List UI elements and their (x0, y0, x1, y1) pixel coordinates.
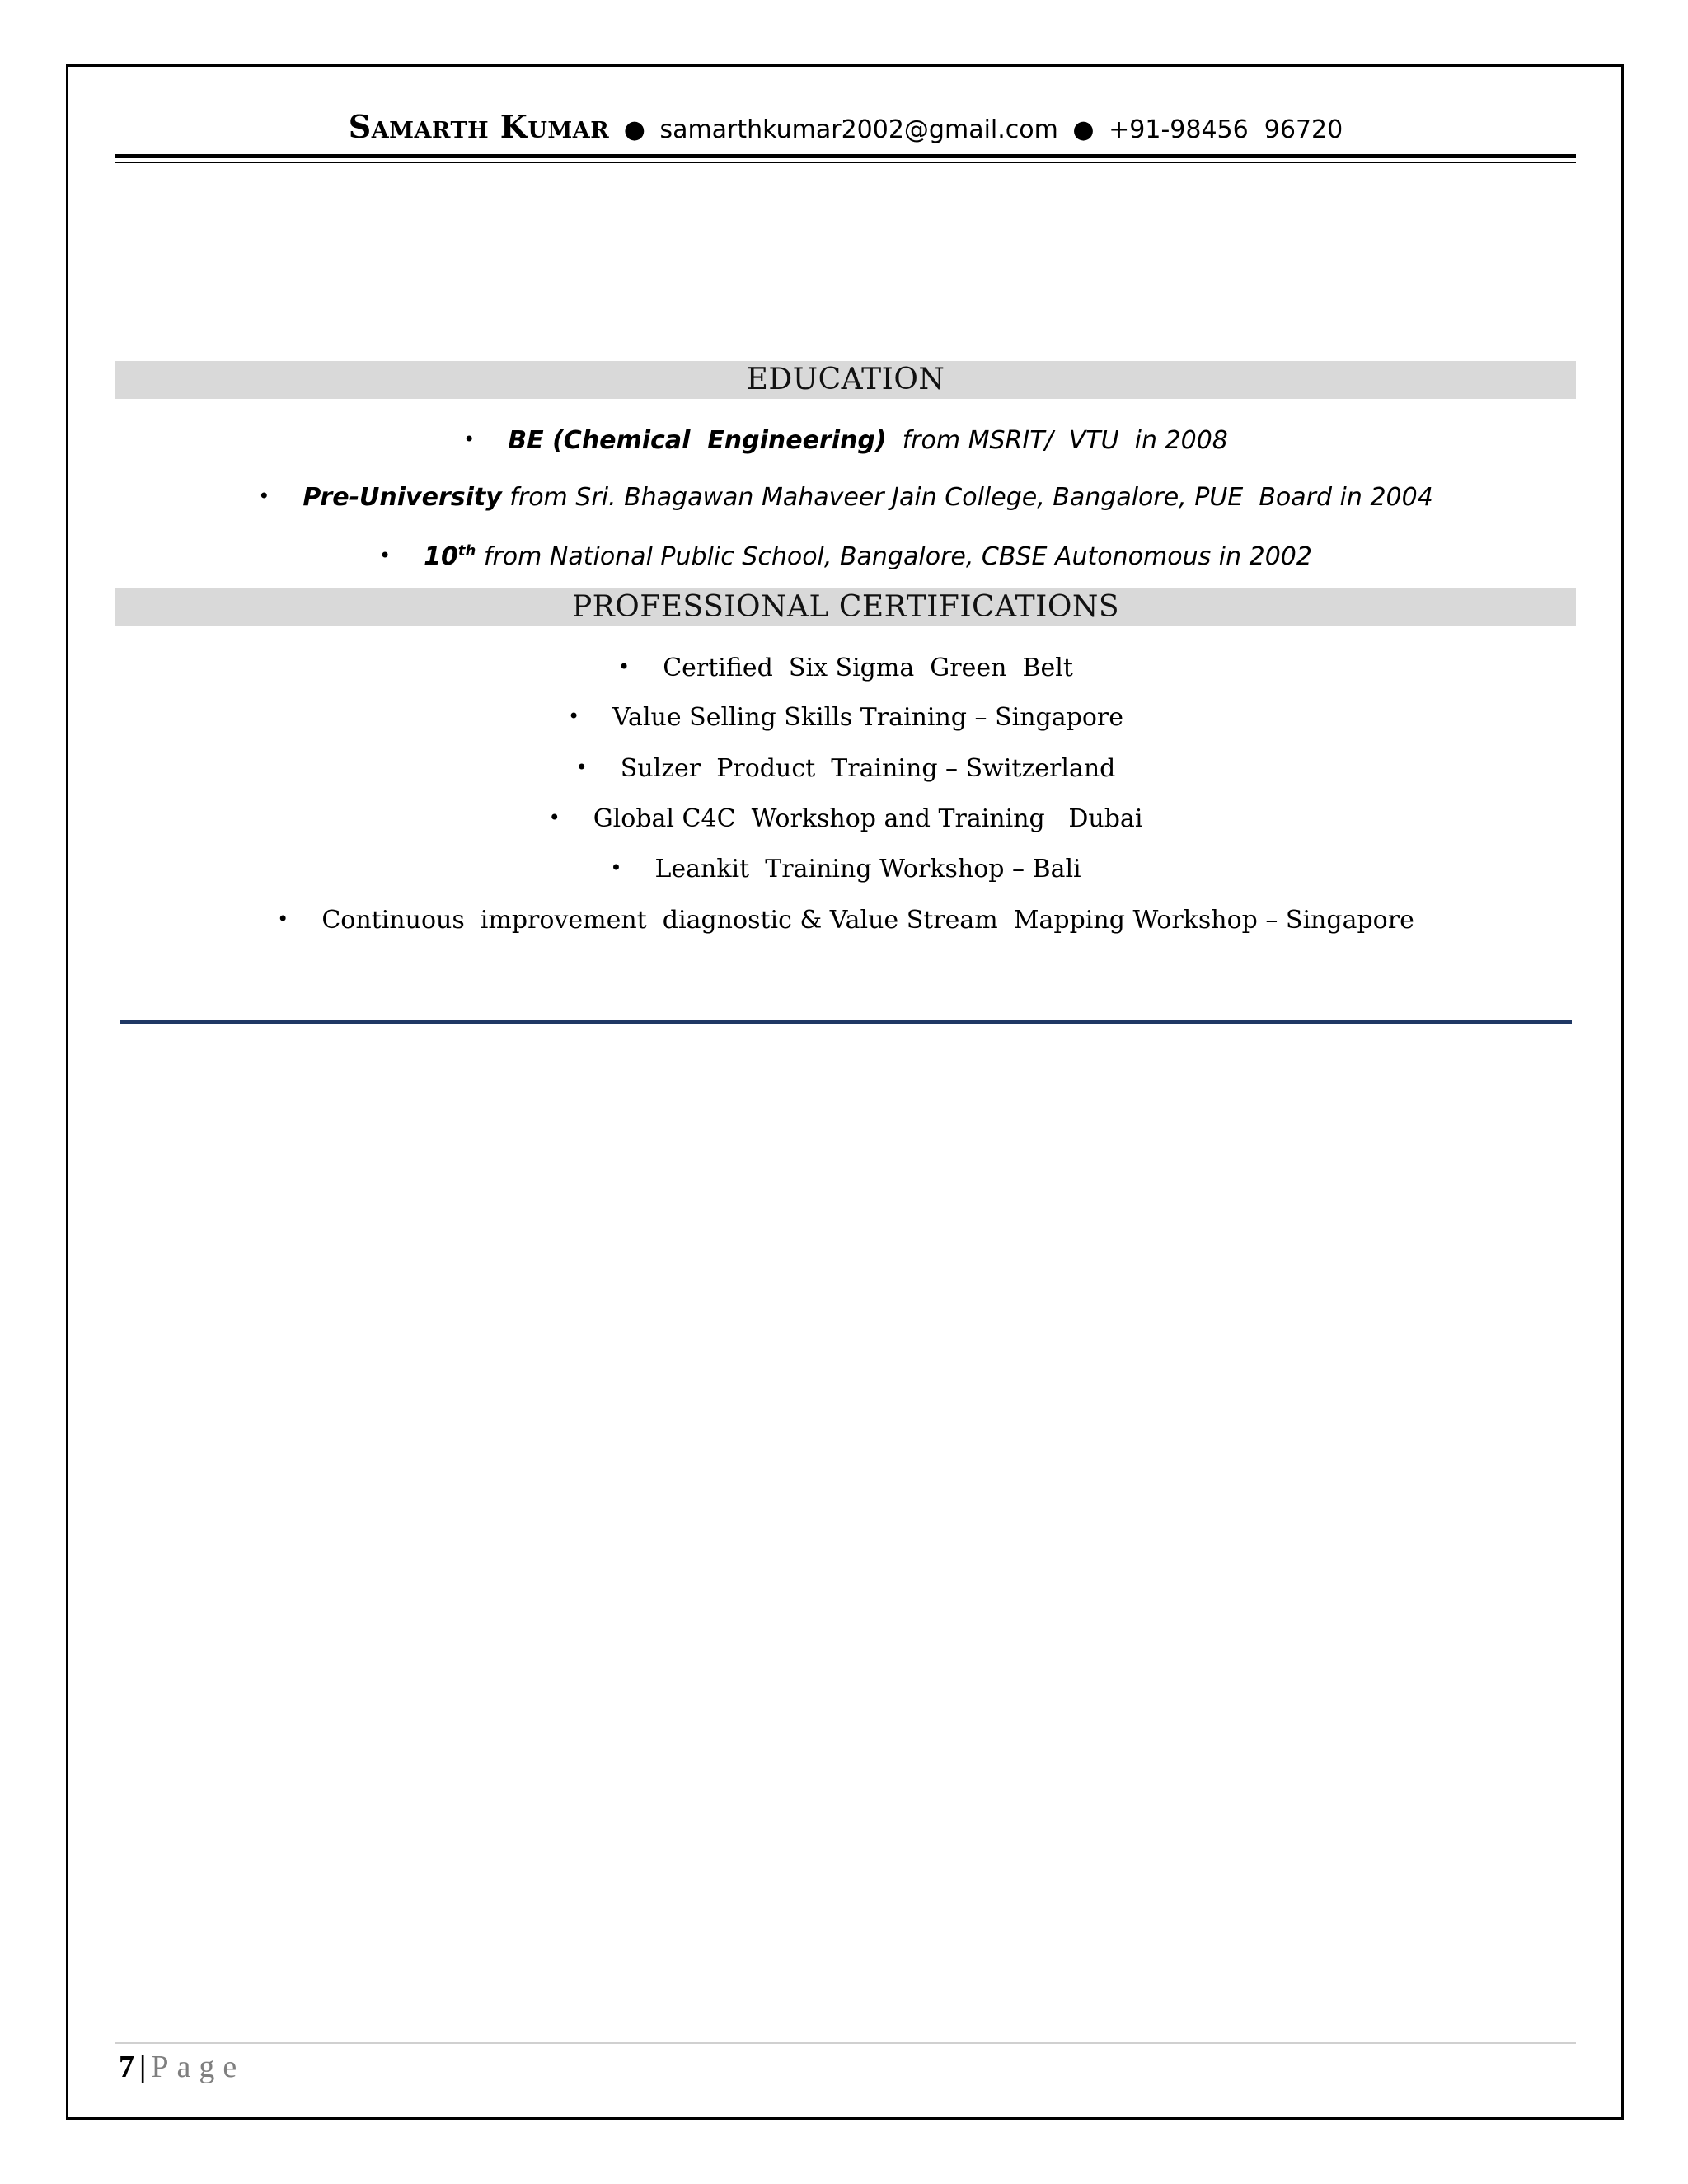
bullet-icon: • (575, 756, 588, 779)
header-rule-thick (115, 154, 1576, 158)
bullet-icon: • (618, 655, 631, 678)
page-number: 7 (119, 2050, 134, 2084)
certification-label: Continuous improvement diagnostic & Value Stream Mapping Workshop – Singapore (321, 906, 1414, 935)
separator-dot: ● (623, 115, 645, 144)
header-rule-thin (115, 162, 1576, 163)
phone-number: +91-98456 96720 (1109, 115, 1343, 144)
candidate-name: Samarth Kumar (348, 108, 610, 145)
degree-name: BE (Chemical Engineering) (508, 426, 887, 455)
degree-name: 10 (424, 542, 458, 571)
page-footer (119, 2049, 245, 2085)
bullet-icon: • (548, 806, 560, 829)
education-heading: EDUCATION (115, 361, 1576, 399)
footer-divider: | (139, 2050, 147, 2084)
certification-item (115, 749, 1576, 787)
bullet-icon: • (463, 428, 476, 451)
bullet-icon: • (258, 485, 270, 508)
certification-label: Value Selling Skills Training – Singapore (612, 703, 1124, 732)
bullet-icon: • (610, 856, 622, 879)
section-divider (120, 1020, 1572, 1024)
degree-details: from Sri. Bhagawan Mahaveer Jain College, Bangalore, PUE Board in 2004 (501, 483, 1433, 512)
certification-label: Leankit Training Workshop – Bali (654, 855, 1081, 883)
degree-name: Pre-University (302, 483, 502, 512)
resume-header (115, 104, 1576, 153)
education-item (115, 478, 1576, 516)
education-item (115, 533, 1576, 575)
degree-details: from National Public School, Bangalore, CBSE Autonomous in 2002 (476, 542, 1312, 571)
certifications-heading: PROFESSIONAL CERTIFICATIONS (115, 588, 1576, 626)
certification-item (115, 649, 1576, 687)
separator-dot: ● (1072, 115, 1095, 144)
bullet-icon: • (277, 907, 289, 930)
bullet-icon: • (567, 705, 580, 728)
certification-label: Sulzer Product Training – Switzerland (620, 754, 1116, 783)
degree-details: from MSRIT/ VTU in 2008 (886, 426, 1228, 455)
certification-item (115, 799, 1576, 837)
degree-superscript: th (457, 542, 476, 560)
certification-item (115, 850, 1576, 888)
email-address[interactable]: samarthkumar2002@gmail.com (659, 115, 1058, 144)
education-item (115, 421, 1576, 459)
certification-item (115, 901, 1576, 939)
page-label: Page (151, 2050, 246, 2084)
certification-item (115, 698, 1576, 736)
certification-label: Certified Six Sigma Green Belt (663, 654, 1073, 682)
bullet-icon: • (379, 544, 392, 567)
certification-label: Global C4C Workshop and Training Dubai (593, 804, 1143, 833)
footer-rule (115, 2042, 1576, 2044)
